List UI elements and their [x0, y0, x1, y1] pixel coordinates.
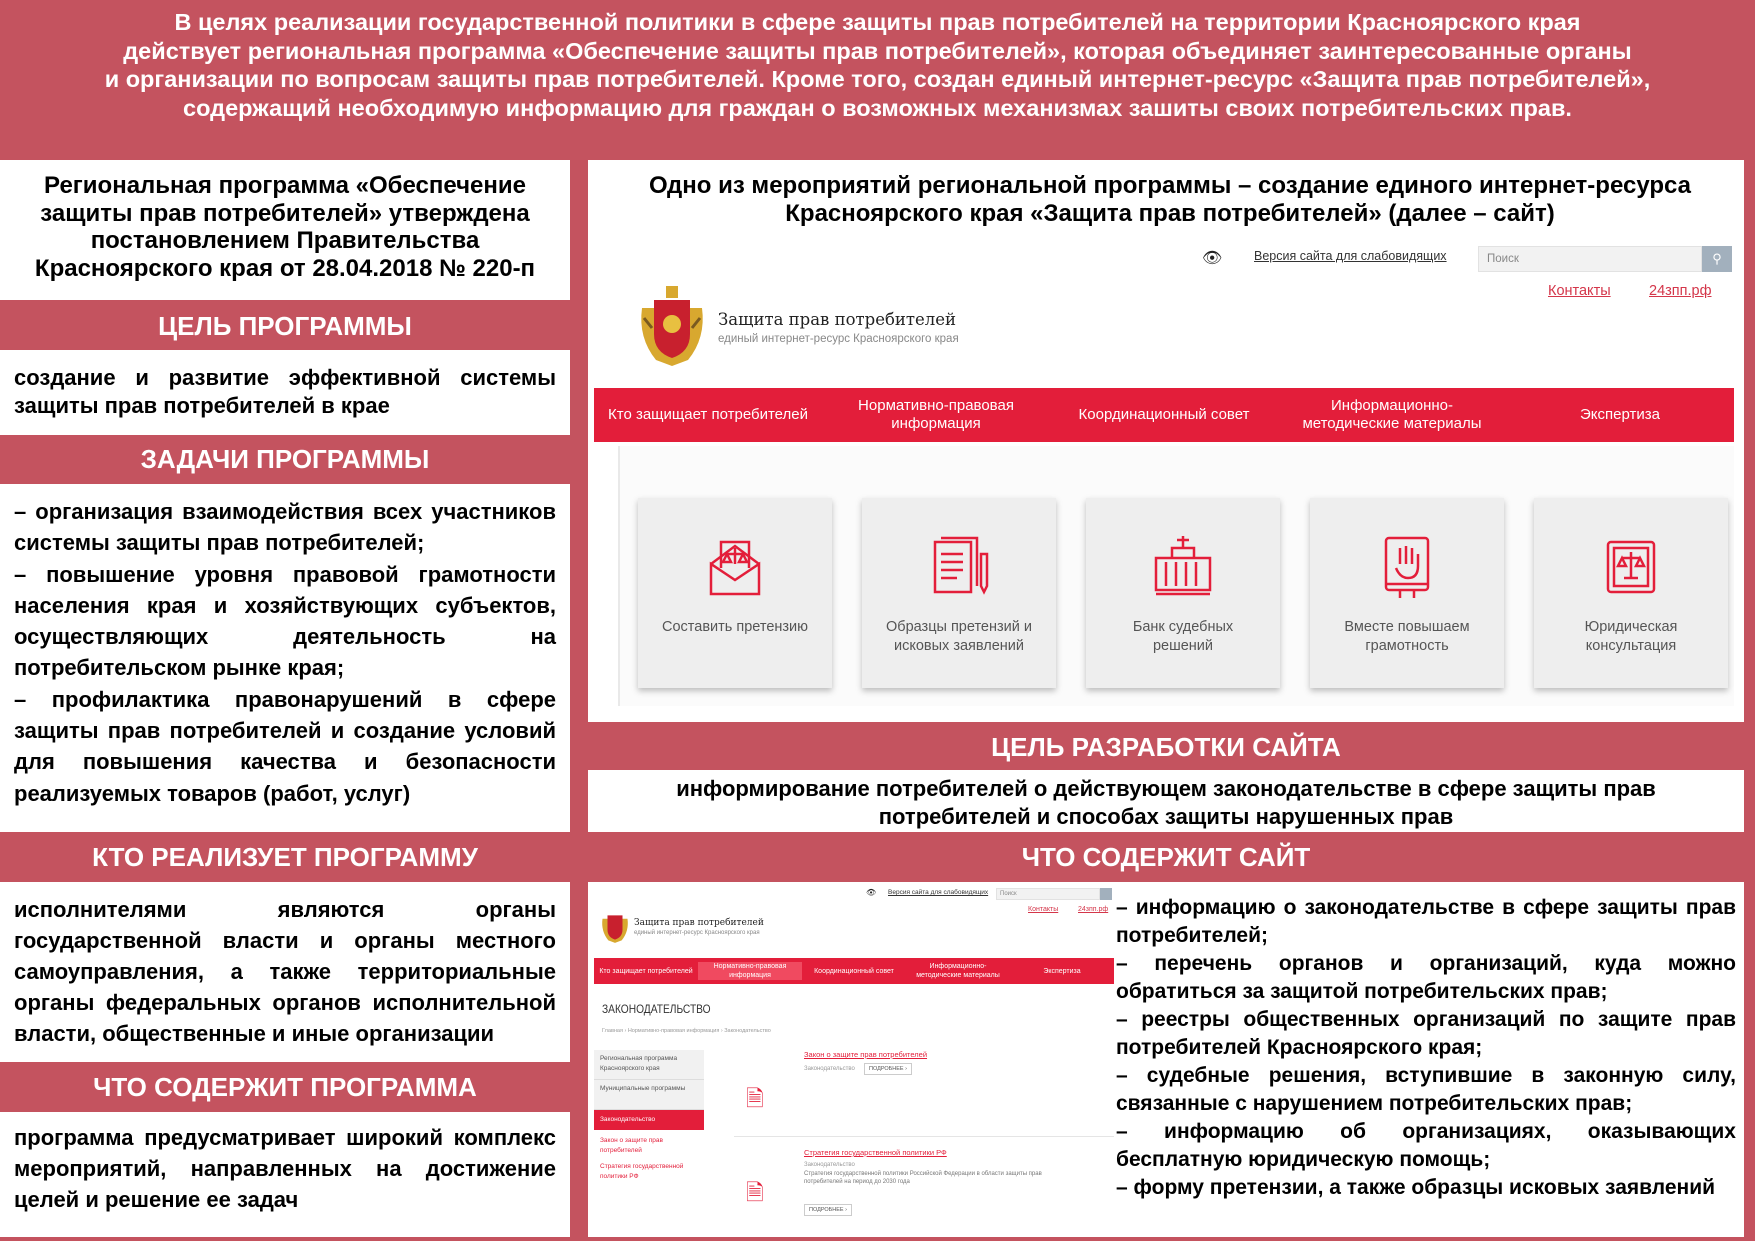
card-label: Банк судебных решений [1132, 619, 1234, 654]
krasnoyarsk-emblem [600, 906, 630, 944]
document-icon: 🗎 [746, 1180, 764, 1205]
nav-item-legal-info[interactable]: Нормативно-правовая информация [858, 397, 1014, 432]
sidebar-sublink[interactable]: Стратегия государственной политики РФ [600, 1163, 684, 1180]
krasnoyarsk-emblem [636, 278, 708, 368]
legislation-screenshot [594, 886, 1114, 1237]
tasks-list [0, 484, 570, 832]
header-line: В целях реализации государственной политики в сфере защиты прав потребителей на территории Красноярского края [174, 9, 1581, 35]
sidebar-item-regional[interactable]: Региональная программа Красноярского края [594, 1050, 704, 1080]
card-literacy[interactable] [1310, 498, 1504, 688]
nav-item-who-protects[interactable]: Кто защищает потребителей [599, 967, 693, 975]
site-subtitle: единый интернет-ресурс Красноярского края [634, 930, 760, 936]
sidebar-item-municipal[interactable]: Муниципальные программы [594, 1080, 704, 1110]
tasks-title: ЗАДАЧИ ПРОГРАММЫ [0, 438, 570, 480]
document-pen-icon [929, 534, 989, 600]
task-item: – организация взаимодействия всех участников системы защиты прав потребителей; [14, 499, 556, 556]
site-contains-title: ЧТО СОДЕРЖИТ САЙТ [588, 836, 1744, 878]
list-item: – информацию о законодательстве в сфере защиты прав потребителей; [1116, 896, 1736, 947]
list-item: – судебные решения, вступившие в законную силу, связанные с нарушением потребительских прав; [1116, 1064, 1736, 1115]
site-screenshot [594, 240, 1734, 706]
header-line: действует региональная программа «Обеспечение защиты прав потребителей», которая объединяет заинтересованные органы [123, 37, 1632, 64]
eye-icon: 👁 [866, 888, 877, 897]
site-nav [594, 958, 1114, 984]
card-label: Образцы претензий и исковых заявлений [886, 619, 1032, 654]
header-banner [0, 0, 1755, 157]
site-title: Защита прав потребителей [718, 310, 957, 329]
who-title: КТО РЕАЛИЗУЕТ ПРОГРАММУ [0, 836, 570, 878]
list-item: – реестры общественных организаций по защите прав потребителей Красноярского края; [1116, 1008, 1736, 1059]
site-subtitle: единый интернет-ресурс Красноярского края [718, 333, 959, 345]
task-item: – повышение уровня правовой грамотности населения края и хозяйствующих субъектов, осуществляющих деятельность на потребительском рынке края; [14, 561, 556, 681]
card-consultation[interactable] [1534, 498, 1728, 688]
more-button[interactable]: ПОДРОБНЕЕ › [864, 1063, 912, 1075]
sidebar-item-legislation[interactable]: Законодательство [594, 1110, 704, 1130]
list-item: – форму претензии, а также образцы исковых заявлений [1116, 1176, 1716, 1199]
site-goal-title: ЦЕЛЬ РАЗРАБОТКИ САЙТА [588, 726, 1744, 768]
nav-item-materials[interactable]: Информационно-методические материалы [916, 963, 1000, 979]
item-category: Законодательство [804, 1066, 855, 1072]
list-item: – информацию об организациях, оказывающих бесплатную юридическую помощь; [1116, 1120, 1736, 1171]
contacts-link[interactable]: Контакты [1028, 906, 1059, 913]
divider [734, 1136, 1114, 1137]
sidebar-sublink[interactable]: Закон о защите прав потребителей [600, 1137, 663, 1154]
nav-item-expertise[interactable]: Экспертиза [1580, 406, 1660, 423]
nav-item-expertise[interactable]: Экспертиза [1043, 967, 1081, 975]
search-button[interactable]: ⚲ [1702, 246, 1732, 272]
item-description: Стратегия государственной политики Российской Федерации в области защиты прав потребителей на период до 2030 года [804, 1171, 1042, 1185]
goal-text: создание и развитие эффективной системы защиты прав потребителей в крае [0, 350, 570, 435]
list-item: – перечень органов и организаций, куда можно обратиться за защитой потребительских прав; [1116, 952, 1736, 1003]
site-intro: Одно из мероприятий региональной программы – создание единого интернет-ресурса Красноярского края «Защита прав потребителей» (далее – сайт) [648, 172, 1692, 227]
nav-item-who-protects[interactable]: Кто защищает потребителей [608, 406, 808, 423]
contains-text: программа предусматривает широкий комплекс мероприятий, направленных на достижение целей и решение ее задач [0, 1112, 570, 1237]
domain-link[interactable]: 24зпп.рф [1649, 283, 1712, 299]
law-book-icon [1602, 534, 1660, 600]
breadcrumb: Главная › Нормативно-правовая информация › Законодательство [602, 1028, 771, 1034]
card-label: Вместе повышаем грамотность [1344, 619, 1470, 654]
nav-item-council[interactable]: Координационный совет [814, 967, 894, 975]
task-item: – профилактика правонарушений в сфере защиты прав потребителей и создание условий для повышения качества и безопасности реализуемых товаров (работ, услуг) [14, 686, 556, 806]
item-category: Законодательство [804, 1162, 855, 1168]
card-label: Юридическая консультация [1584, 619, 1678, 654]
item-title[interactable]: Стратегия государственной политики РФ [804, 1148, 947, 1157]
nav-item-council[interactable]: Координационный совет [1078, 406, 1250, 423]
header-line: содержащий необходимую информацию для граждан о возможных механизмах зашиты своих потребительских прав. [183, 94, 1572, 121]
card-samples[interactable] [862, 498, 1056, 688]
contacts-link[interactable]: Контакты [1548, 283, 1611, 299]
card-court-bank[interactable] [1086, 498, 1280, 688]
search-button[interactable] [1100, 888, 1112, 900]
goal-title: ЦЕЛЬ ПРОГРАММЫ [0, 305, 570, 347]
more-button[interactable]: ПОДРОБНЕЕ › [804, 1204, 852, 1216]
book-hand-icon [1378, 534, 1436, 600]
contains-title: ЧТО СОДЕРЖИТ ПРОГРАММА [0, 1066, 570, 1108]
site-search-input[interactable] [996, 888, 1100, 900]
program-intro: Региональная программа «Обеспечение защиты прав потребителей» утверждена постановлением Правительства Красноярского края от 28.04.2018 № 220-п [0, 160, 570, 300]
search-placeholder: Поиск [1000, 891, 1017, 897]
header-line: и организации по вопросам защиты прав потребителей. Кроме того, создан единый интернет-ресурс «Защита прав потребителей», [104, 66, 1651, 92]
vision-version-link[interactable]: Версия сайта для слабовидящих [1254, 249, 1447, 263]
eye-icon: 👁 [1202, 250, 1223, 267]
sidebar [594, 1050, 704, 1210]
card-label: Составить претензию [661, 619, 809, 635]
document-icon: 🗎 [746, 1086, 764, 1111]
search-placeholder: Поиск [1487, 253, 1519, 265]
nav-item-legal-info[interactable]: Нормативно-правовая информация [698, 962, 802, 980]
court-building-icon [1152, 534, 1214, 600]
nav-item-materials[interactable]: Информационно-методические материалы [1302, 397, 1482, 432]
domain-link[interactable]: 24зпп.рф [1078, 906, 1109, 913]
item-title[interactable]: Закон о защите прав потребителей [804, 1050, 928, 1059]
envelope-scales-icon [705, 534, 765, 600]
page-title: ЗАКОНОДАТЕЛЬСТВО [602, 1002, 711, 1016]
who-text: исполнителями являются органы государственной власти и органы местного самоуправления, а также территориальные органы федеральных органов исполнительной власти, общественные и иные организации [0, 882, 570, 1062]
card-claim[interactable] [638, 498, 832, 688]
site-contains-list [1116, 894, 1736, 1202]
site-goal-text: информирование потребителей о действующем законодательстве в сфере защиты прав потребителей и способах защиты нарушенных прав [588, 770, 1744, 832]
vision-version-link[interactable]: Версия сайта для слабовидящих [888, 889, 989, 896]
site-title: Защита прав потребителей [634, 918, 764, 928]
site-search-input[interactable] [1478, 246, 1702, 272]
site-nav [594, 388, 1734, 442]
